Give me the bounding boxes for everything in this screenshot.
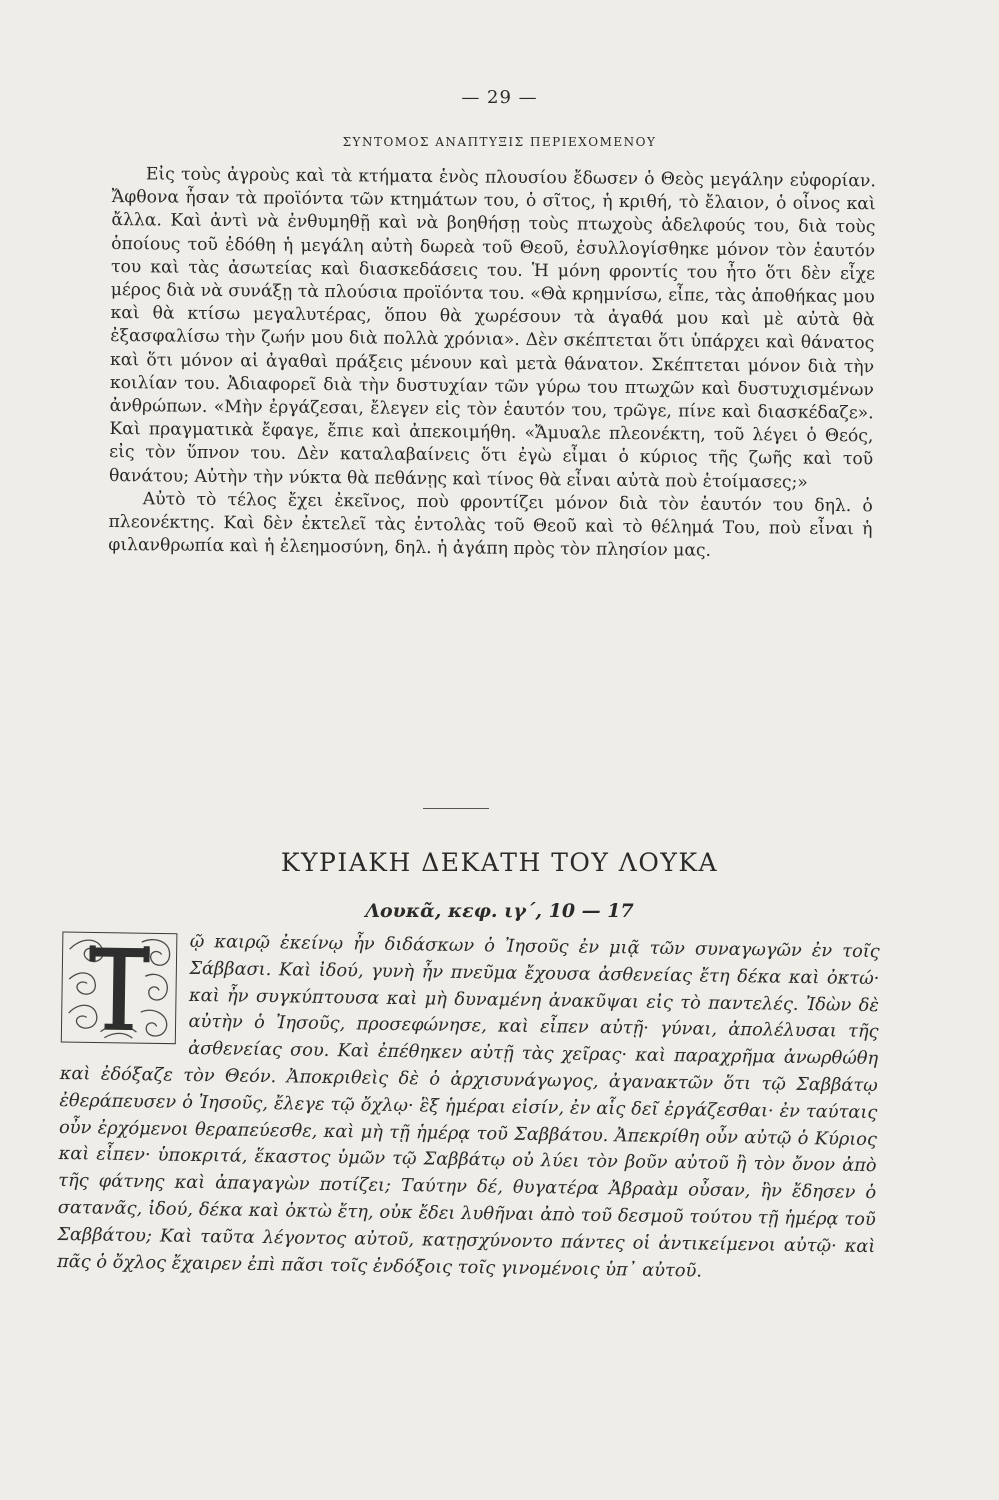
section-title: ΚΥΡΙΑΚΗ ΔΕΚΑΤΗ ΤΟΥ ΛΟΥΚΑ — [280, 848, 719, 877]
gospel-reading — [57, 927, 880, 1287]
summary-paragraph-1: Εἰς τοὺς ἀγροὺς καὶ τὰ κτήματα ἑνὸς πλουσίου ἔδωσεν ὁ Θεὸς μεγάλην εὐφορίαν. Ἄφθονα ἦσαν τὰ προϊόντα τῶν κτημάτων του, ὁ σῖτος, ἡ κριθή, τὸ ἔλαιον, ὁ οἶνος καὶ ἄλλα. Καὶ ἀντὶ νὰ ἐνθυμηθῇ καὶ νὰ βοηθήσῃ τοὺς πτωχοὺς ἀδελφούς του, διὰ τοὺς ὁποίους τοῦ ἐδόθη ἡ μεγάλη αὐτὴ δωρεὰ τοῦ Θεοῦ, ἐσυλλογίσθηκε μόνον τὸν ἑαυτόν του καὶ τὰς ἀσωτείας καὶ διασκεδάσεις του. Ἡ μόνη φροντίς του ἦτο ὅτι δὲν εἶχε μέρος διὰ νὰ συνάξῃ τὰ πλούσια προϊόντα του. «Θὰ κρημνίσω, εἶπε, τὰς ἀποθήκας μου καὶ θὰ κτίσω μεγαλυτέρας, ὅπου θὰ χωρέσουν τὰ ἀγαθά μου καὶ μὲ αὐτὰ θὰ ἐξασφαλίσω τὴν ζωήν μου διὰ πολλὰ χρόνια». Δὲν σκέπτεται ὅτι ὑπάρχει καὶ θάνατος καὶ ὅτι μόνον αἱ ἀγαθαὶ πράξεις μένουν καὶ μετὰ θάνατον. Σκέπτεται μόνον διὰ τὴν κοιλίαν του. Ἀδιαφορεῖ διὰ τὴν δυστυχίαν τῶν γύρω του πτωχῶν καὶ δυστυχισμένων ἀνθρώπων. «Μὴν ἐργάζεσαι, ἔλεγεν εἰς τὸν ἑαυτόν του, τρῶγε, πίνε καὶ διασκέδαζε». Καὶ πραγματικὰ ἔφαγε, ἔπιε καὶ ἀπεκοιμήθη. «Ἄμυαλε πλεονέκτη, τοῦ λέγει ὁ Θεός, εἰς τὸν ὕπνον του. Δὲν καταλαβαίνεις ὅτι ἐγὼ εἶμαι ὁ κύριος τῆς ζωῆς καὶ τοῦ θανάτου; Αὐτὴν τὴν νύκτα θὰ πεθάνῃς καὶ τίνος θὰ εἶναι αὐτὰ ποὺ ἑτοίμασες;» — [108, 164, 876, 493]
summary-section — [108, 163, 876, 565]
summary-paragraph-2: Αὐτὸ τὸ τέλος ἔχει ἐκεῖνος, ποὺ φροντίζει μόνον διὰ τὸν ἑαυτόν του δηλ. ὁ πλεονέκτης. Καὶ δὲν ἐκτελεῖ τὰς ἐντολὰς τοῦ Θεοῦ καὶ τὸ θέλημά Του, ποὺ εἶναι ἡ φιλανθρωπία καὶ ἡ ἐλεημοσύνη, δηλ. ἡ ἀγάπη πρὸς τὸν πλησίον μας. — [108, 489, 873, 562]
gospel-text: ῷ καιρῷ ἐκείνῳ ἦν διδάσκων ὁ Ἰησοῦς ἐν μιᾷ τῶν συναγωγῶν ἐν τοῖς Σάββασι. Καὶ ἰδού, γυνὴ ἦν πνεῦμα ἔχουσα ἀσθενείας ἔτη δέκα καὶ ὀκτώ· καὶ ἦν συγκύπτουσα καὶ μὴ δυναμένη ἀνακῦψαι εἰς τὸ παντελές. Ἰδὼν δὲ αὐτὴν ὁ Ἰησοῦς, προσεφώνησε, καὶ εἶπεν αὐτῇ· γύναι, ἀπολέλυσαι τῆς ἀσθενείας σου. Καὶ ἐπέθηκεν αὐτῇ τὰς χεῖρας· καὶ παραχρῆμα ἀνωρθώθη καὶ ἐδόξαζε τὸν Θεόν. Ἀποκριθεὶς δὲ ὁ ἀρχισυνάγωγος, ἀγανακτῶν ὅτι τῷ Σαββάτῳ ἐθεράπευσεν ὁ Ἰησοῦς, ἔλεγε τῷ ὄχλῳ· ἓξ ἡμέραι εἰσίν, ἐν αἷς δεῖ ἐργάζεσθαι· ἐν ταύταις οὖν ἐρχόμενοι θεραπεύεσθε, καὶ μὴ τῇ ἡμέρᾳ τοῦ Σαββάτου. Ἀπεκρίθη οὖν αὐτῷ ὁ Κύριος καὶ εἶπεν· ὑποκριτά, ἕκαστος ὑμῶν τῷ Σαββάτῳ οὐ λύει τὸν βοῦν αὐτοῦ ἢ τὸν ὄνον ἀπὸ τῆς φάτνης καὶ ἀπαγαγὼν ποτίζει; Ταύτην δέ, θυγατέρα Ἀβραὰμ οὖσαν, ἣν ἔδησεν ὁ σατανᾶς, ἰδού, δέκα καὶ ὀκτὼ ἔτη, οὐκ ἔδει λυθῆναι ἀπὸ τοῦ δεσμοῦ τούτου τῇ ἡμέρᾳ τοῦ Σαββάτου; Καὶ ταῦτα λέγοντος αὐτοῦ, κατῃσχύνοντο πάντες οἱ ἀντικείμενοι αὐτῷ· καὶ πᾶς ὁ ὄχλος ἔχαιρεν ἐπὶ πᾶσι τοῖς ἐνδόξοις τοῖς γινομένοις ὑπ᾽ αὐτοῦ. — [56, 930, 880, 1282]
ornamental-drop-cap-icon — [60, 931, 178, 1045]
running-head: ΣΥΝΤΟΜΟΣ ΑΝΑΠΤΥΞΙΣ ΠΕΡΙΕΧΟΜΕΝΟΥ — [342, 135, 657, 149]
page-number: — 29 — — [461, 87, 538, 108]
scripture-citation: Λουκᾶ, κεφ. ιγ΄, 10 — 17 — [365, 900, 634, 922]
section-separator — [423, 808, 489, 809]
